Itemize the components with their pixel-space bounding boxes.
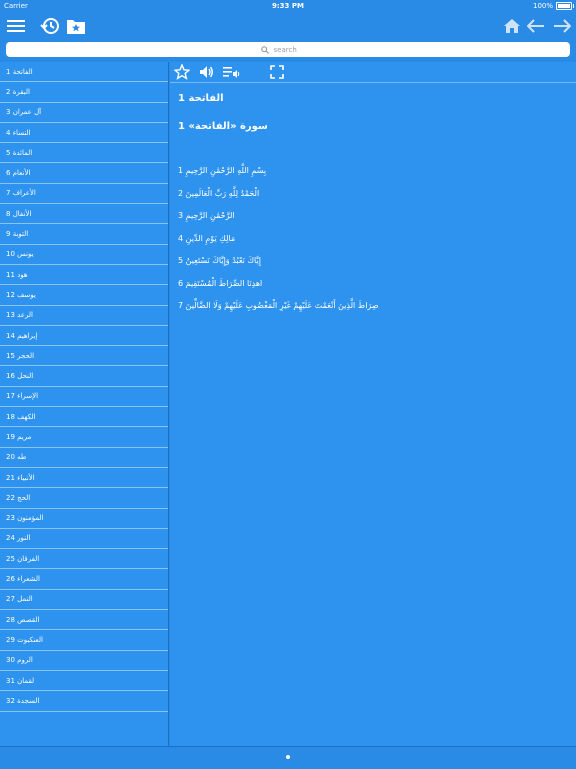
- status-bar: [0, 0, 576, 12]
- sidebar-item-label: 24 النور: [6, 534, 31, 543]
- verse-line[interactable]: صِرَاطَ الَّذِينَ أَنْعَمْتَ عَلَيْهِمْ غَيْرِ الْمَغْضُوبِ عَلَيْهِمْ وَلَا الضَّالِّينَ 7: [178, 301, 379, 310]
- sidebar-item-label: 8 الأنفال: [6, 209, 32, 218]
- sidebar-item-label: 32 السجدة: [6, 696, 40, 705]
- sidebar-item-label: 3 آل عمران: [6, 108, 42, 117]
- sidebar-item-label: 22 الحج: [6, 493, 31, 502]
- battery-indicator: [533, 2, 572, 10]
- bookmark-folder-icon[interactable]: [64, 14, 88, 38]
- verse-line[interactable]: الْحَمْدُ لِلَّهِ رَبِّ الْعَالَمِينَ 2: [178, 188, 260, 198]
- carrier-label: Carrier: [4, 2, 28, 10]
- verse-line[interactable]: الرَّحْمَٰنِ الرَّحِيمِ 3: [178, 211, 235, 220]
- surah-heading: الفاتحة 1: [178, 93, 224, 104]
- sidebar-item[interactable]: [0, 630, 168, 650]
- battery-icon: [556, 2, 572, 10]
- verse-line[interactable]: اهدِنَا الصِّرَاطَ الْمُسْتَقِيمَ 6: [178, 278, 263, 288]
- sidebar-item-label: 7 الأعراف: [6, 189, 36, 198]
- sidebar-item-label: 30 الروم: [6, 656, 33, 665]
- sidebar-item-label: 4 النساء: [6, 128, 31, 137]
- bottom-bar: [0, 746, 576, 769]
- speaker-icon[interactable]: [198, 64, 214, 80]
- sidebar-item-label: 1 الفاتحة: [6, 67, 33, 76]
- sidebar-item-label: 25 الفرقان: [6, 554, 40, 563]
- sidebar-item[interactable]: [0, 62, 168, 82]
- sidebar-item[interactable]: [0, 103, 168, 123]
- sidebar-item-label: 23 المؤمنون: [6, 514, 44, 523]
- search-input[interactable]: [272, 45, 316, 55]
- sidebar-item[interactable]: [0, 285, 168, 305]
- sidebar-item[interactable]: [0, 366, 168, 386]
- surah-content: [170, 82, 576, 747]
- home-icon[interactable]: [500, 14, 524, 38]
- sidebar-item[interactable]: [0, 610, 168, 630]
- sidebar-item[interactable]: [0, 224, 168, 244]
- sidebar-item[interactable]: [0, 82, 168, 102]
- sidebar-item-label: 13 الرعد: [6, 311, 33, 320]
- sidebar-item[interactable]: [0, 509, 168, 529]
- sidebar-item-label: 31 لقمان: [6, 676, 35, 685]
- sidebar-item[interactable]: [0, 569, 168, 589]
- search-icon: [261, 46, 269, 54]
- reading-panel: [170, 62, 576, 746]
- sidebar-item[interactable]: [0, 204, 168, 224]
- sidebar-item[interactable]: [0, 671, 168, 691]
- sidebar-item[interactable]: [0, 529, 168, 549]
- search-bar[interactable]: [6, 42, 570, 57]
- verse-line[interactable]: مَالِكِ يَوْمِ الدِّينِ 4: [178, 233, 236, 243]
- sidebar-item-label: 6 الأنعام: [6, 169, 31, 178]
- star-icon[interactable]: [174, 64, 190, 80]
- sidebar-item[interactable]: [0, 427, 168, 447]
- sidebar-item-label: 26 الشعراء: [6, 575, 40, 584]
- arrow-left-icon[interactable]: [524, 14, 548, 38]
- battery-percent: 100%: [532, 2, 553, 10]
- sidebar-item[interactable]: [0, 387, 168, 407]
- sidebar-item-label: 18 الكهف: [6, 412, 36, 421]
- sidebar-item-label: 27 النمل: [6, 595, 33, 604]
- playlist-audio-icon[interactable]: [222, 64, 238, 80]
- sidebar-item-label: 29 العنكبوت: [6, 635, 43, 644]
- sidebar-item[interactable]: [0, 549, 168, 569]
- sidebar-item[interactable]: [0, 468, 168, 488]
- top-toolbar: [0, 12, 576, 40]
- sidebar-item-label: 5 المائدة: [6, 148, 33, 157]
- sidebar-item[interactable]: [0, 326, 168, 346]
- sidebar-item-label: 15 الحجر: [6, 351, 35, 360]
- sidebar-item-label: 20 طه: [6, 453, 27, 462]
- sidebar-item[interactable]: [0, 590, 168, 610]
- sidebar-item-label: 14 إبراهيم: [6, 331, 38, 340]
- reading-toolbar: [170, 62, 576, 82]
- sidebar-item-label: 19 مريم: [6, 432, 32, 441]
- sidebar-item[interactable]: [0, 143, 168, 163]
- sidebar-item[interactable]: [0, 488, 168, 508]
- verse-line[interactable]: إِيَّاكَ نَعْبُدُ وَإِيَّاكَ نَسْتَعِينُ 5: [178, 256, 261, 265]
- sidebar-item[interactable]: [0, 184, 168, 204]
- sidebar-item-label: 2 البقرة: [6, 87, 30, 96]
- sidebar-item-label: 11 هود: [6, 270, 28, 279]
- arrow-right-icon[interactable]: [550, 14, 574, 38]
- sidebar-item[interactable]: [0, 245, 168, 265]
- sidebar-item-label: 28 القصص: [6, 615, 40, 624]
- page-indicator-dot: [286, 755, 290, 759]
- verse-line[interactable]: بِسْمِ اللَّهِ الرَّحْمَٰنِ الرَّحِيمِ 1: [178, 166, 267, 175]
- sidebar-item[interactable]: [0, 346, 168, 366]
- sidebar-item[interactable]: [0, 123, 168, 143]
- sidebar-item[interactable]: [0, 407, 168, 427]
- menu-icon[interactable]: [4, 14, 28, 38]
- history-icon[interactable]: [38, 14, 62, 38]
- sidebar-item[interactable]: [0, 265, 168, 285]
- surah-list: [0, 62, 169, 746]
- sidebar-item[interactable]: [0, 651, 168, 671]
- surah-title: سورة «الفاتحة» 1: [178, 121, 268, 132]
- sidebar-item-label: 12 يوسف: [6, 290, 36, 299]
- sidebar-item-label: 10 يونس: [6, 250, 34, 259]
- sidebar-item-label: 21 الأنبياء: [6, 473, 35, 482]
- sidebar-item[interactable]: [0, 691, 168, 711]
- sidebar-item-label: 16 النحل: [6, 372, 34, 381]
- sidebar-item[interactable]: [0, 448, 168, 468]
- fullscreen-icon[interactable]: [270, 64, 286, 80]
- sidebar-item[interactable]: [0, 163, 168, 183]
- clock: 9:33 PM: [272, 2, 304, 10]
- sidebar-item-label: 17 الإسراء: [6, 392, 39, 401]
- sidebar-item[interactable]: [0, 306, 168, 326]
- sidebar-item-label: 9 التوبة: [6, 230, 29, 239]
